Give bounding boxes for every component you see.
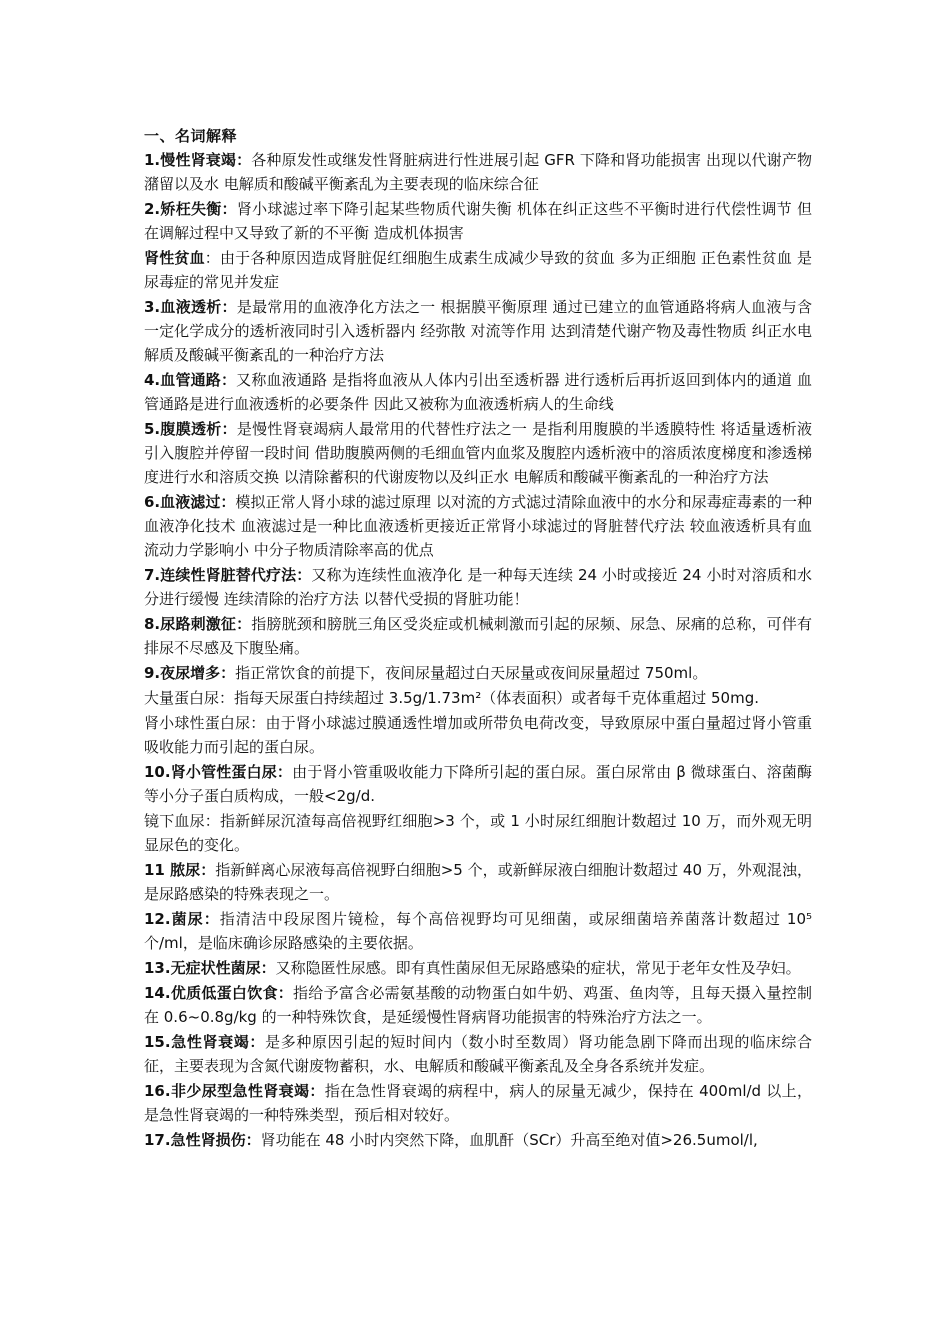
definition-entry: [144, 711, 812, 759]
definition-term: 7.连续性肾脏替代疗法：: [144, 566, 312, 584]
definition-entry: [144, 1079, 812, 1127]
definition-term: 5.腹膜透析：: [144, 420, 237, 438]
document-page: [144, 124, 812, 1153]
definition-entry: [144, 246, 812, 294]
definition-text: 是最常用的血液净化方法之一 根据膜平衡原理 通过已建立的血管通路将病人血液与含一定化学成分的透析液同时引入透析器内 经弥散 对流等作用 达到清楚代谢产物及毒性物质 纠正水电解质及酸碱平衡紊乱的一种治疗方法: [144, 298, 813, 364]
definition-text: 指新鲜离心尿液每高倍视野白细胞>5 个，或新鲜尿液白细胞计数超过 40 万，外观混浊，是尿路感染的特殊表现之一。: [144, 861, 812, 903]
definition-term: 15.急性肾衰竭：: [144, 1033, 266, 1051]
definition-text: 指清洁中段尿图片镜检，每个高倍视野均可见细菌，或尿细菌培养菌落计数超过 10⁵ 个/ml，是临床确诊尿路感染的主要依据。: [144, 910, 812, 952]
definition-text: 指给予富含必需氨基酸的动物蛋白如牛奶、鸡蛋、鱼肉等，且每天摄入量控制在 0.6~0.8g/kg 的一种特殊饮食，是延缓慢性肾病肾功能损害的特殊治疗方法之一。: [144, 984, 812, 1026]
definition-term: 11 脓尿：: [144, 861, 216, 879]
definition-entry: [144, 661, 812, 685]
definition-term: 8.尿路刺激征：: [144, 615, 252, 633]
definition-term: 肾性贫血: [144, 249, 205, 267]
definition-term: 6.血液滤过：: [144, 493, 236, 511]
definition-text: 各种原发性或继发性肾脏病进行性进展引起 GFR 下降和肾功能损害 出现以代谢产物潴留以及水 电解质和酸碱平衡紊乱为主要表现的临床综合征: [144, 151, 813, 193]
definition-term: 10.肾小管性蛋白尿：: [144, 763, 293, 781]
definition-term: 16.非少尿型急性肾衰竭：: [144, 1082, 325, 1100]
definition-text: 是多种原因引起的短时间内（数小时至数周）肾功能急剧下降而出现的临床综合征，主要表现为含氮代谢废物蓄积，水、电解质和酸碱平衡紊乱及全身各系统并发症。: [144, 1033, 812, 1075]
definition-text: 大量蛋白尿：指每天尿蛋白持续超过 3.5g/1.73m²（体表面积）或者每千克体重超过 50mg.: [144, 689, 759, 707]
definition-entry: [144, 686, 812, 710]
definition-entry: [144, 956, 812, 980]
definition-text: 肾小球性蛋白尿：由于肾小球滤过膜通透性增加或所带负电荷改变，导致原尿中蛋白量超过肾小管重吸收能力而引起的蛋白尿。: [144, 714, 812, 756]
definition-term: 1.慢性肾衰竭：: [144, 151, 252, 169]
section-heading: 一、名词解释: [144, 127, 238, 145]
definition-entry: [144, 981, 812, 1029]
definition-entry: [144, 417, 812, 489]
definition-entry: [144, 563, 812, 611]
definition-entry: [144, 368, 812, 416]
definition-text: 肾功能在 48 小时内突然下降，血肌酐（SCr）升高至绝对值>26.5umol/l,: [260, 1131, 758, 1149]
definition-entry: [144, 760, 812, 808]
definition-entry: [144, 1128, 812, 1152]
definition-text: 是慢性肾衰竭病人最常用的代替性疗法之一 是指利用腹膜的半透膜特性 将适量透析液引入腹腔并停留一段时间 借助腹膜两侧的毛细血管内血浆及腹腔内透析液中的溶质浓度梯度和渗透梯度进行水和溶质交换 以清除蓄积的代谢废物以及纠正水 电解质和酸碱平衡紊乱的一种治疗方法: [144, 420, 813, 486]
definition-entry: [144, 907, 812, 955]
definition-term: 17.急性肾损伤：: [144, 1131, 261, 1149]
definition-term: 4.血管通路：: [144, 371, 237, 389]
definition-entry: [144, 197, 812, 245]
definition-text: 镜下血尿：指新鲜尿沉渣每高倍视野红细胞>3 个，或 1 小时尿红细胞计数超过 10 万，而外观无明显尿色的变化。: [144, 812, 812, 854]
definition-text: 肾小球滤过率下降引起某些物质代谢失衡 机体在纠正这些不平衡时进行代偿性调节 但在调解过程中又导致了新的不平衡 造成机体损害: [144, 200, 813, 242]
definition-term: 3.血液透析：: [144, 298, 237, 316]
definition-text: ：由于各种原因造成肾脏促红细胞生成素生成减少导致的贫血 多为正细胞 正色素性贫血 是尿毒症的常见并发症: [144, 249, 812, 291]
definition-entry: [144, 490, 812, 562]
definition-entry: [144, 612, 812, 660]
definition-entry: [144, 1030, 812, 1078]
definition-text: 由于肾小管重吸收能力下降所引起的蛋白尿。蛋白尿常由 β 微球蛋白、溶菌酶等小分子蛋白质构成，一般<2g/d.: [144, 763, 812, 805]
definition-entry: [144, 148, 812, 196]
definition-term: 9.夜尿增多：: [144, 664, 236, 682]
definition-entry: [144, 295, 812, 367]
definition-text: 指膀胱颈和膀胱三角区受炎症或机械刺激而引起的尿频、尿急、尿痛的总称，可伴有排尿不尽感及下腹坠痛。: [144, 615, 812, 657]
definition-text: 又称隐匿性尿感。即有真性菌尿但无尿路感染的症状，常见于老年女性及孕妇。: [275, 959, 801, 977]
definition-list: [144, 148, 812, 1152]
definition-text: 又称血液通路 是指将血液从人体内引出至透析器 进行透析后再折返回到体内的通道 血管通路是进行血液透析的必要条件 因此又被称为血液透析病人的生命线: [144, 371, 813, 413]
definition-term: 12.菌尿：: [144, 910, 220, 928]
definition-term: 2.矫枉失衡：: [144, 200, 237, 218]
definition-text: 模拟正常人肾小球的滤过原理 以对流的方式滤过清除血液中的水分和尿毒症毒素的一种血液净化技术 血液滤过是一种比血液透析更接近正常肾小球滤过的肾脏替代疗法 较血液透析具有血流动力学影响小 中分子物质清除率高的优点: [144, 493, 812, 559]
definition-text: 指在急性肾衰竭的病程中，病人的尿量无减少，保持在 400ml/d 以上，是急性肾衰竭的一种特殊类型，预后相对较好。: [144, 1082, 812, 1124]
definition-text: 指正常饮食的前提下，夜间尿量超过白天尿量或夜间尿量超过 750ml。: [235, 664, 708, 682]
definition-term: 14.优质低蛋白饮食：: [144, 984, 294, 1002]
definition-text: 又称为连续性血液净化 是一种每天连续 24 小时或接近 24 小时对溶质和水分进行缓慢 连续清除的治疗方法 以替代受损的肾脏功能！: [144, 566, 812, 608]
definition-term: 13.无症状性菌尿：: [144, 959, 276, 977]
definition-entry: [144, 858, 812, 906]
definition-entry: [144, 809, 812, 857]
